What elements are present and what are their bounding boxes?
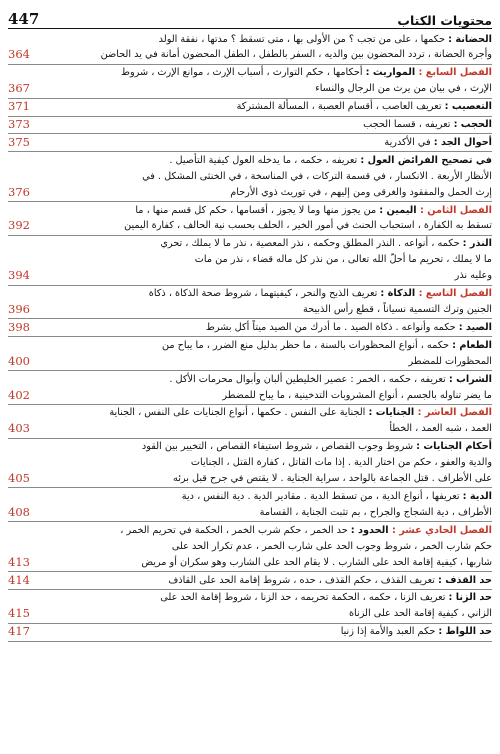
section-topics: تعريفه ، حكمه ، الخمر : عصير الخليطين ألبان وأبوال محرمات الأكل . bbox=[169, 373, 449, 385]
section-topics: في الأكدرية bbox=[384, 136, 434, 148]
section-heading: أحكام الجنايات : bbox=[416, 441, 492, 453]
toc-line bbox=[40, 81, 492, 97]
toc-line bbox=[40, 65, 492, 81]
toc-line bbox=[40, 421, 492, 437]
line-spacer bbox=[8, 236, 40, 252]
section-topics: تسقط به الكفارة ، استحباب الحنث في أمور الخير ، الحلف بحسب نية الحالف ، كفارة اليمين bbox=[124, 220, 492, 232]
section-topics: حكم العبد والأمة إذا زنيا bbox=[340, 626, 439, 638]
section-heading: الصيد : bbox=[458, 321, 492, 333]
line-spacer bbox=[8, 455, 40, 471]
toc-line bbox=[40, 169, 492, 185]
section-topics: الإرث ، في بيان من يرث من الرجال والنساء bbox=[315, 83, 492, 95]
toc-entry bbox=[8, 134, 492, 152]
section-heading: حد اللواط : bbox=[438, 626, 492, 638]
section-topics: على الأطراف . قتل الجماعة بالواحد ، سراية الجناية . لا يقتص في جرح قبل برئه bbox=[173, 473, 492, 485]
page-ref: 371 bbox=[8, 99, 30, 114]
toc-line bbox=[40, 405, 492, 421]
toc-entry bbox=[8, 65, 492, 99]
toc-page-number bbox=[8, 624, 40, 640]
line-spacer bbox=[8, 286, 40, 302]
toc-line bbox=[40, 489, 492, 505]
section-heading: الذكاة : bbox=[380, 288, 419, 300]
line-spacer bbox=[8, 405, 40, 421]
toc-page-number bbox=[8, 523, 40, 571]
toc-line bbox=[40, 32, 492, 48]
line-spacer bbox=[8, 153, 40, 169]
toc-entry bbox=[8, 319, 492, 337]
toc-entry-text bbox=[40, 153, 492, 201]
toc-page-number bbox=[8, 573, 40, 589]
section-heading: النذر : bbox=[462, 238, 492, 250]
section-heading: الحجب : bbox=[453, 119, 492, 131]
page-ref: 396 bbox=[8, 302, 30, 316]
toc-entry bbox=[8, 117, 492, 135]
toc-line bbox=[40, 153, 492, 169]
toc-entry-text bbox=[40, 236, 492, 284]
page-ref: 367 bbox=[8, 81, 30, 96]
page-ref: 398 bbox=[8, 319, 30, 334]
toc-page-number bbox=[8, 439, 40, 487]
page-header bbox=[8, 6, 492, 29]
toc-entry-text bbox=[40, 320, 492, 336]
chapter-heading: الفصل التاسع : bbox=[418, 288, 492, 300]
section-heading: اليمين : bbox=[379, 204, 420, 216]
toc-line bbox=[40, 372, 492, 388]
toc-line bbox=[40, 47, 492, 63]
toc-entry-text bbox=[40, 286, 492, 318]
line-spacer bbox=[8, 539, 40, 555]
table-of-contents bbox=[8, 31, 492, 642]
toc-line bbox=[40, 236, 492, 252]
page-ref: 415 bbox=[8, 606, 30, 621]
toc-line bbox=[40, 573, 492, 589]
line-spacer bbox=[8, 590, 40, 606]
toc-page-number bbox=[8, 489, 40, 521]
section-topics: شروط وجوب القصاص ، شروط استيفاء القصاص ، التخيير بين القود bbox=[141, 441, 417, 453]
section-topics: تعريفه ، قسما الحجب bbox=[363, 119, 454, 131]
page-ref: 413 bbox=[8, 554, 30, 569]
toc-page-number bbox=[8, 405, 40, 437]
toc-entry bbox=[8, 236, 492, 286]
toc-entry-text bbox=[40, 523, 492, 571]
toc-entry bbox=[8, 337, 492, 371]
toc-line bbox=[40, 439, 492, 455]
section-heading: في تصحيح الفرائض العول : bbox=[360, 154, 492, 166]
toc-page-number bbox=[8, 372, 40, 404]
section-heading: الشراب : bbox=[448, 373, 492, 385]
toc-page-number bbox=[8, 65, 40, 97]
section-topics: حد الخمر ، حكم شرب الخمر ، الحكمة في تحريم الخمر ، bbox=[120, 524, 351, 536]
toc-line bbox=[40, 471, 492, 487]
toc-line bbox=[40, 505, 492, 521]
line-spacer bbox=[8, 169, 40, 185]
section-topics: تعريف العاصب ، أقسام العصبة ، المسألة المشتركة bbox=[236, 101, 445, 113]
toc-line bbox=[40, 302, 492, 318]
toc-line bbox=[40, 523, 492, 539]
section-heading: المواريث : bbox=[365, 67, 419, 79]
line-spacer bbox=[8, 372, 40, 388]
section-topics: الزاني ، كيفية إقامة الحد على الزناة bbox=[348, 608, 492, 620]
toc-entry-text bbox=[40, 203, 492, 235]
page-ref: 414 bbox=[8, 572, 30, 587]
toc-line bbox=[40, 555, 492, 571]
section-topics: حكمه ، أنواع المحظورات بالسنة ، ما حظر بدليل منع الضرر ، ما يباح من bbox=[161, 339, 453, 351]
section-topics: وعليه نذر bbox=[454, 270, 492, 282]
toc-entry-text bbox=[40, 338, 492, 370]
section-topics: شاربها ، كيفية إقامة الحد على الشارب . لا يقام الحد على الشارب وهو سكران أو مريض bbox=[141, 556, 492, 568]
toc-entry-text bbox=[40, 99, 492, 115]
toc-page-number bbox=[8, 236, 40, 284]
toc-page-number bbox=[8, 286, 40, 318]
toc-line bbox=[40, 218, 492, 234]
page-ref: 364 bbox=[8, 47, 30, 62]
toc-entry bbox=[8, 488, 492, 522]
toc-line bbox=[40, 203, 492, 219]
section-heading: الجنايات : bbox=[368, 407, 418, 419]
section-topics: المحظورات للمضطر bbox=[408, 355, 492, 367]
section-topics: أحكامها ، حكم التوارث ، أسباب الإرث ، موانع الإرث ، شروط bbox=[121, 67, 366, 79]
toc-entry bbox=[8, 590, 492, 624]
toc-entry bbox=[8, 202, 492, 236]
section-heading: الحضانة : bbox=[448, 33, 492, 45]
toc-line bbox=[40, 388, 492, 404]
section-heading: أحوال الجد : bbox=[433, 136, 492, 148]
toc-line bbox=[40, 338, 492, 354]
toc-line bbox=[40, 320, 492, 336]
chapter-heading: الفصل العاشر : bbox=[417, 407, 492, 419]
toc-entry bbox=[8, 31, 492, 65]
page-ref: 403 bbox=[8, 421, 30, 436]
toc-line bbox=[40, 590, 492, 606]
toc-line bbox=[40, 252, 492, 268]
section-topics: الأطراف ، دية الشجاج والجراح ، بم تثبت الجناية ، القسامة bbox=[259, 506, 492, 518]
toc-page-number bbox=[8, 338, 40, 370]
section-topics: العمد ، شبه العمد ، الخطأ bbox=[389, 423, 492, 435]
line-spacer bbox=[8, 252, 40, 268]
section-topics: تعريفه ، حكمه ، ما يدخله العول كيفية التأصيل . bbox=[169, 154, 361, 166]
toc-entry bbox=[8, 99, 492, 117]
toc-line bbox=[40, 185, 492, 201]
toc-line bbox=[40, 99, 492, 115]
section-topics: إرث الحمل والمفقود والغرقى ومن إليهم ، في توريث ذوي الأرحام bbox=[230, 186, 492, 198]
section-topics: تعريف الزنا ، حكمه ، الحكمة تحريمه ، حد الزنا ، شروط إقامة الحد على bbox=[160, 592, 449, 604]
toc-page-number bbox=[8, 590, 40, 622]
toc-entry bbox=[8, 572, 492, 590]
section-heading: حد القذف : bbox=[438, 574, 492, 586]
chapter-heading: الفصل الثامن : bbox=[419, 204, 492, 216]
line-spacer bbox=[8, 489, 40, 505]
page-ref: 392 bbox=[8, 218, 30, 233]
page-ref: 408 bbox=[8, 504, 30, 519]
toc-entry bbox=[8, 286, 492, 320]
section-topics: تعريف الذبح والنحر ، كيفيتهما ، شروط صحة الذكاة ، ذكاة bbox=[148, 288, 381, 300]
section-topics: الجنين وترك التسمية نسياناً ، قطع رأس الذبيحة bbox=[302, 304, 492, 315]
page-ref: 400 bbox=[8, 353, 30, 368]
section-heading: الدية : bbox=[462, 490, 492, 502]
toc-entry bbox=[8, 439, 492, 489]
line-spacer bbox=[8, 32, 40, 48]
running-title: محتويات الكتاب bbox=[397, 13, 492, 28]
toc-entry-text bbox=[40, 372, 492, 404]
toc-line bbox=[40, 286, 492, 302]
toc-entry-text bbox=[40, 65, 492, 97]
section-topics: حكمها ، على من تجب ؟ من الأولى بها ، متى تسقط ؟ مدتها ، نفقة الولد bbox=[158, 33, 449, 45]
section-topics: ما يضر تناوله بالجسم ، أنواع المشروبات التدخينية ، ما يباح للمضطر bbox=[222, 389, 492, 401]
toc-page-number bbox=[8, 117, 40, 133]
toc-page-number bbox=[8, 153, 40, 201]
toc-entry bbox=[8, 152, 492, 202]
section-topics: حكم شارب الخمر ، شروط وجوب الحد على شارب الخمر ، عدم تكرار الحد على bbox=[171, 540, 492, 552]
toc-line bbox=[40, 539, 492, 555]
toc-entry-text bbox=[40, 624, 492, 640]
toc-page-number bbox=[8, 320, 40, 336]
page-ref: 402 bbox=[8, 387, 30, 402]
page-number: 447 bbox=[8, 10, 40, 28]
toc-line bbox=[40, 354, 492, 370]
toc-line bbox=[40, 606, 492, 622]
toc-entry-text bbox=[40, 32, 492, 64]
toc-line bbox=[40, 268, 492, 284]
toc-entry-text bbox=[40, 573, 492, 589]
toc-entry bbox=[8, 522, 492, 572]
toc-entry bbox=[8, 405, 492, 439]
toc-entry bbox=[8, 624, 492, 642]
section-topics: الجناية على النفس . حكمها ، أنواع الجنايات على النفس ، الجناية bbox=[109, 407, 369, 419]
section-topics: تعريفها ، أنواع الدية ، من تسقط الدية . مقادير الدية . دية النفس ، دية bbox=[181, 490, 463, 502]
line-spacer bbox=[8, 523, 40, 539]
toc-line bbox=[40, 135, 492, 151]
page-ref: 405 bbox=[8, 471, 30, 486]
line-spacer bbox=[8, 65, 40, 81]
chapter-heading: الفصل الحادي عشر : bbox=[391, 524, 492, 536]
toc-line bbox=[40, 117, 492, 133]
toc-entry-text bbox=[40, 405, 492, 437]
section-topics: وأجرة الحضانة ، تردد المحضون بين والديه ، السفر بالطفل ، الطفل المحضون أمانة في يد الحاضن bbox=[100, 49, 492, 61]
section-heading: الطعام : bbox=[452, 339, 492, 351]
line-spacer bbox=[8, 439, 40, 455]
line-spacer bbox=[8, 338, 40, 354]
toc-line bbox=[40, 455, 492, 471]
toc-page-number bbox=[8, 135, 40, 151]
section-topics: الأنظار الأربعة . الانكسار ، في قسمة التركات ، في المناسخة ، في الخنثى المشكل . في bbox=[142, 170, 492, 182]
section-heading: الحدود : bbox=[350, 524, 392, 536]
toc-entry bbox=[8, 371, 492, 405]
toc-entry-text bbox=[40, 135, 492, 151]
section-topics: حكمه ، أنواعه . النذر المطلق وحكمه ، نذر المعصية ، نذر ما لا يملك ، تحري bbox=[160, 238, 463, 250]
line-spacer bbox=[8, 203, 40, 219]
page-ref: 417 bbox=[8, 624, 30, 639]
toc-entry-text bbox=[40, 439, 492, 487]
section-topics: تعريف القذف ، حكم القذف ، حده ، شروط إقامة الحد على القاذف bbox=[168, 574, 439, 586]
page-ref: 394 bbox=[8, 268, 30, 283]
toc-entry-text bbox=[40, 117, 492, 133]
section-heading: حد الزنا : bbox=[448, 592, 492, 604]
toc-entry-text bbox=[40, 489, 492, 521]
toc-page-number bbox=[8, 203, 40, 235]
toc-entry-text bbox=[40, 590, 492, 622]
toc-line bbox=[40, 624, 492, 640]
chapter-heading: الفصل السابع : bbox=[418, 67, 492, 79]
toc-page-number bbox=[8, 99, 40, 115]
section-topics: والدية والعفو ، حكم من اختار الدية . إذا مات القاتل ، كفارة القتل ، الجنايات bbox=[190, 457, 492, 469]
section-topics: ما لا يملك ، تحريم ما أحلّ الله تعالى ، من نذر كل ماله قضاء ، نذر من مات bbox=[194, 254, 492, 266]
section-heading: التعصيب : bbox=[444, 101, 492, 113]
page-ref: 373 bbox=[8, 117, 30, 132]
toc-page-number bbox=[8, 32, 40, 64]
page-ref: 375 bbox=[8, 134, 30, 149]
section-topics: حكمه وأنواعه . ذكاة الصيد . ما أدرك من الصيد ميتاً أكل بشرط bbox=[205, 321, 459, 333]
section-topics: من يجوز منها وما لا يجوز ، أقسامها ، حكم كل قسم منها ، ما bbox=[135, 204, 380, 216]
page-ref: 376 bbox=[8, 184, 30, 199]
